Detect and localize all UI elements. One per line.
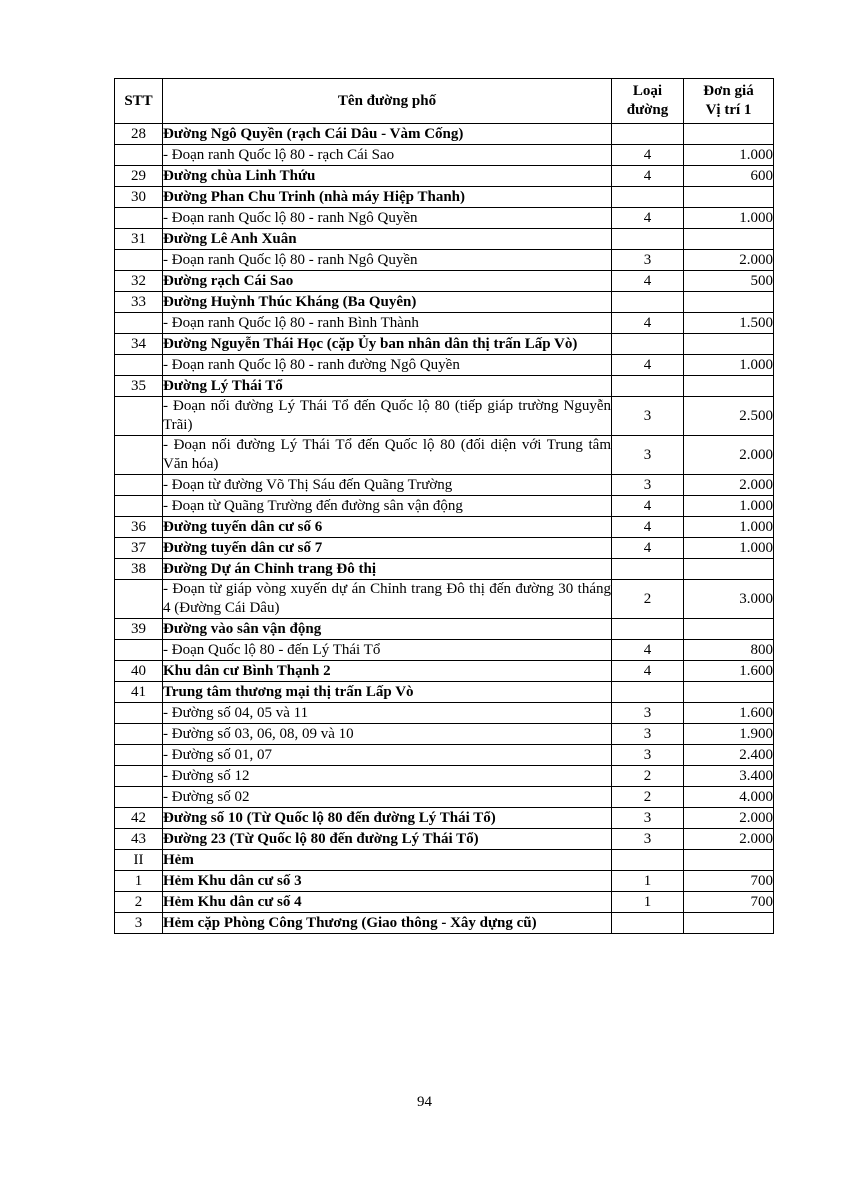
table-row: [115, 145, 774, 166]
table-row: [115, 436, 774, 475]
row-stt: [115, 640, 163, 661]
row-unit-price: 1.000: [684, 496, 774, 517]
row-unit-price: 3.400: [684, 766, 774, 787]
row-stt: 35: [115, 376, 163, 397]
row-unit-price: 2.400: [684, 745, 774, 766]
row-street-name: - Đoạn ranh Quốc lộ 80 - ranh đường Ngô Quyền: [163, 355, 612, 376]
table-row: [115, 892, 774, 913]
table-row: [115, 745, 774, 766]
row-street-name: Đường rạch Cái Sao: [163, 271, 612, 292]
row-street-name: Đường Nguyễn Thái Học (cặp Ủy ban nhân dân thị trấn Lấp Vò): [163, 334, 612, 355]
row-stt: [115, 436, 163, 475]
row-street-name: Đường Dự án Chỉnh trang Đô thị: [163, 559, 612, 580]
row-street-name: - Đoạn nối đường Lý Thái Tổ đến Quốc lộ 80 (tiếp giáp trường Nguyễn Trãi): [163, 397, 612, 436]
row-unit-price: [684, 124, 774, 145]
row-stt: 39: [115, 619, 163, 640]
row-unit-price: [684, 850, 774, 871]
header-road-type: Loại đường: [612, 79, 684, 124]
row-stt: [115, 475, 163, 496]
row-unit-price: [684, 229, 774, 250]
row-stt: 28: [115, 124, 163, 145]
row-road-type: 3: [612, 703, 684, 724]
row-stt: [115, 313, 163, 334]
row-stt: 38: [115, 559, 163, 580]
row-street-name: - Đoạn ranh Quốc lộ 80 - ranh Ngô Quyền: [163, 208, 612, 229]
row-stt: [115, 745, 163, 766]
table-row: [115, 376, 774, 397]
table-row: [115, 334, 774, 355]
row-unit-price: 2.000: [684, 436, 774, 475]
table-row: [115, 313, 774, 334]
row-street-name: Đường tuyến dân cư số 6: [163, 517, 612, 538]
row-stt: [115, 703, 163, 724]
row-stt: [115, 145, 163, 166]
row-unit-price: 1.500: [684, 313, 774, 334]
row-street-name: - Đường số 03, 06, 08, 09 và 10: [163, 724, 612, 745]
row-street-name: Đường vào sân vận động: [163, 619, 612, 640]
row-road-type: 3: [612, 724, 684, 745]
row-unit-price: [684, 334, 774, 355]
row-stt: 29: [115, 166, 163, 187]
row-unit-price: [684, 376, 774, 397]
row-stt: [115, 580, 163, 619]
row-street-name: - Đường số 04, 05 và 11: [163, 703, 612, 724]
row-stt: [115, 208, 163, 229]
table-row: [115, 829, 774, 850]
table-row: [115, 397, 774, 436]
row-stt: 41: [115, 682, 163, 703]
table-row: [115, 250, 774, 271]
row-street-name: Trung tâm thương mại thị trấn Lấp Vò: [163, 682, 612, 703]
row-unit-price: 800: [684, 640, 774, 661]
row-road-type: 4: [612, 208, 684, 229]
row-street-name: Khu dân cư Bình Thạnh 2: [163, 661, 612, 682]
row-unit-price: 2.000: [684, 475, 774, 496]
row-unit-price: 2.500: [684, 397, 774, 436]
row-stt: 30: [115, 187, 163, 208]
table-row: [115, 640, 774, 661]
row-stt: 3: [115, 913, 163, 934]
row-unit-price: 500: [684, 271, 774, 292]
table-row: [115, 187, 774, 208]
row-unit-price: 2.000: [684, 808, 774, 829]
table-row: [115, 703, 774, 724]
row-stt: [115, 724, 163, 745]
table-row: [115, 355, 774, 376]
row-street-name: Đường Lý Thái Tổ: [163, 376, 612, 397]
row-unit-price: 1.000: [684, 517, 774, 538]
row-street-name: Đường chùa Linh Thứu: [163, 166, 612, 187]
table-row: [115, 766, 774, 787]
row-road-type: 4: [612, 538, 684, 559]
row-road-type: [612, 619, 684, 640]
row-road-type: [612, 559, 684, 580]
row-stt: 1: [115, 871, 163, 892]
table-row: [115, 871, 774, 892]
row-street-name: - Đoạn nối đường Lý Thái Tổ đến Quốc lộ 80 (đối diện với Trung tâm Văn hóa): [163, 436, 612, 475]
table-row: [115, 682, 774, 703]
table-row: [115, 166, 774, 187]
row-unit-price: 3.000: [684, 580, 774, 619]
row-stt: 34: [115, 334, 163, 355]
row-road-type: [612, 292, 684, 313]
header-stt: STT: [115, 79, 163, 124]
row-street-name: Hẻm cặp Phòng Công Thương (Giao thông - Xây dựng cũ): [163, 913, 612, 934]
row-road-type: 4: [612, 271, 684, 292]
table-row: [115, 619, 774, 640]
row-stt: 33: [115, 292, 163, 313]
row-stt: 31: [115, 229, 163, 250]
row-unit-price: [684, 913, 774, 934]
row-road-type: [612, 682, 684, 703]
page-number: 94: [417, 1094, 432, 1110]
row-road-type: 4: [612, 496, 684, 517]
row-unit-price: [684, 292, 774, 313]
header-street-name: Tên đường phố: [163, 79, 612, 124]
row-road-type: 3: [612, 745, 684, 766]
row-unit-price: [684, 559, 774, 580]
table-row: [115, 229, 774, 250]
row-stt: [115, 355, 163, 376]
row-unit-price: 1.000: [684, 538, 774, 559]
row-road-type: [612, 850, 684, 871]
row-unit-price: 1.000: [684, 208, 774, 229]
table-row: [115, 124, 774, 145]
row-street-name: Đường Huỳnh Thúc Kháng (Ba Quyên): [163, 292, 612, 313]
row-road-type: [612, 229, 684, 250]
row-street-name: - Đoạn từ đường Võ Thị Sáu đến Quãng Trường: [163, 475, 612, 496]
row-road-type: 4: [612, 640, 684, 661]
row-unit-price: [684, 619, 774, 640]
row-stt: 36: [115, 517, 163, 538]
row-road-type: 3: [612, 436, 684, 475]
row-unit-price: 4.000: [684, 787, 774, 808]
price-table: [114, 78, 774, 934]
row-road-type: 1: [612, 892, 684, 913]
row-road-type: 3: [612, 829, 684, 850]
row-street-name: - Đường số 12: [163, 766, 612, 787]
row-road-type: 4: [612, 517, 684, 538]
row-road-type: [612, 334, 684, 355]
row-street-name: Đường Phan Chu Trinh (nhà máy Hiệp Thanh): [163, 187, 612, 208]
row-stt: II: [115, 850, 163, 871]
table-row: [115, 580, 774, 619]
header-unit-price: Đơn giá Vị trí 1: [684, 79, 774, 124]
table-header-row: [115, 79, 774, 124]
table-row: [115, 724, 774, 745]
row-road-type: 1: [612, 871, 684, 892]
table-row: [115, 292, 774, 313]
row-street-name: Hẻm Khu dân cư số 3: [163, 871, 612, 892]
table-row: [115, 913, 774, 934]
row-stt: 40: [115, 661, 163, 682]
row-stt: [115, 766, 163, 787]
row-stt: 37: [115, 538, 163, 559]
row-road-type: [612, 376, 684, 397]
table-row: [115, 850, 774, 871]
row-unit-price: 1.600: [684, 661, 774, 682]
table-row: [115, 475, 774, 496]
row-street-name: Hẻm Khu dân cư số 4: [163, 892, 612, 913]
row-street-name: Đường tuyến dân cư số 7: [163, 538, 612, 559]
row-unit-price: [684, 187, 774, 208]
row-unit-price: 2.000: [684, 250, 774, 271]
table-row: [115, 271, 774, 292]
row-street-name: Đường Lê Anh Xuân: [163, 229, 612, 250]
row-unit-price: 700: [684, 892, 774, 913]
row-road-type: 2: [612, 766, 684, 787]
row-street-name: - Đoạn từ Quãng Trường đến đường sân vận động: [163, 496, 612, 517]
row-road-type: [612, 124, 684, 145]
table-row: [115, 787, 774, 808]
row-street-name: - Đoạn ranh Quốc lộ 80 - rạch Cái Sao: [163, 145, 612, 166]
row-unit-price: 1.000: [684, 145, 774, 166]
row-stt: 43: [115, 829, 163, 850]
row-unit-price: 1.000: [684, 355, 774, 376]
table-row: [115, 517, 774, 538]
row-stt: 42: [115, 808, 163, 829]
row-road-type: 3: [612, 808, 684, 829]
table-row: [115, 538, 774, 559]
row-road-type: 4: [612, 355, 684, 376]
row-unit-price: [684, 682, 774, 703]
row-stt: 32: [115, 271, 163, 292]
row-street-name: - Đoạn ranh Quốc lộ 80 - ranh Ngô Quyền: [163, 250, 612, 271]
row-road-type: [612, 913, 684, 934]
row-street-name: Đường Ngô Quyền (rạch Cái Dâu - Vàm Cống): [163, 124, 612, 145]
row-stt: [115, 787, 163, 808]
table-row: [115, 661, 774, 682]
row-road-type: 4: [612, 166, 684, 187]
row-street-name: Hẻm: [163, 850, 612, 871]
row-street-name: - Đoạn Quốc lộ 80 - đến Lý Thái Tổ: [163, 640, 612, 661]
table-body: [115, 124, 774, 934]
row-street-name: - Đoạn từ giáp vòng xuyến dự án Chỉnh trang Đô thị đến đường 30 tháng 4 (Đường Cái Dâu): [163, 580, 612, 619]
row-street-name: - Đường số 02: [163, 787, 612, 808]
row-stt: [115, 397, 163, 436]
table-row: [115, 808, 774, 829]
row-stt: [115, 250, 163, 271]
row-road-type: 2: [612, 580, 684, 619]
row-unit-price: 2.000: [684, 829, 774, 850]
row-road-type: 4: [612, 661, 684, 682]
row-street-name: Đường số 10 (Từ Quốc lộ 80 đến đường Lý Thái Tổ): [163, 808, 612, 829]
row-road-type: 4: [612, 313, 684, 334]
row-street-name: - Đường số 01, 07: [163, 745, 612, 766]
row-unit-price: 1.900: [684, 724, 774, 745]
row-road-type: 3: [612, 250, 684, 271]
row-road-type: 2: [612, 787, 684, 808]
row-unit-price: 700: [684, 871, 774, 892]
row-road-type: 3: [612, 397, 684, 436]
row-road-type: 3: [612, 475, 684, 496]
table-row: [115, 208, 774, 229]
row-road-type: 4: [612, 145, 684, 166]
row-stt: [115, 496, 163, 517]
row-unit-price: 600: [684, 166, 774, 187]
row-stt: 2: [115, 892, 163, 913]
row-unit-price: 1.600: [684, 703, 774, 724]
table-row: [115, 559, 774, 580]
row-street-name: - Đoạn ranh Quốc lộ 80 - ranh Bình Thành: [163, 313, 612, 334]
row-street-name: Đường 23 (Từ Quốc lộ 80 đến đường Lý Thái Tổ): [163, 829, 612, 850]
table-row: [115, 496, 774, 517]
row-road-type: [612, 187, 684, 208]
